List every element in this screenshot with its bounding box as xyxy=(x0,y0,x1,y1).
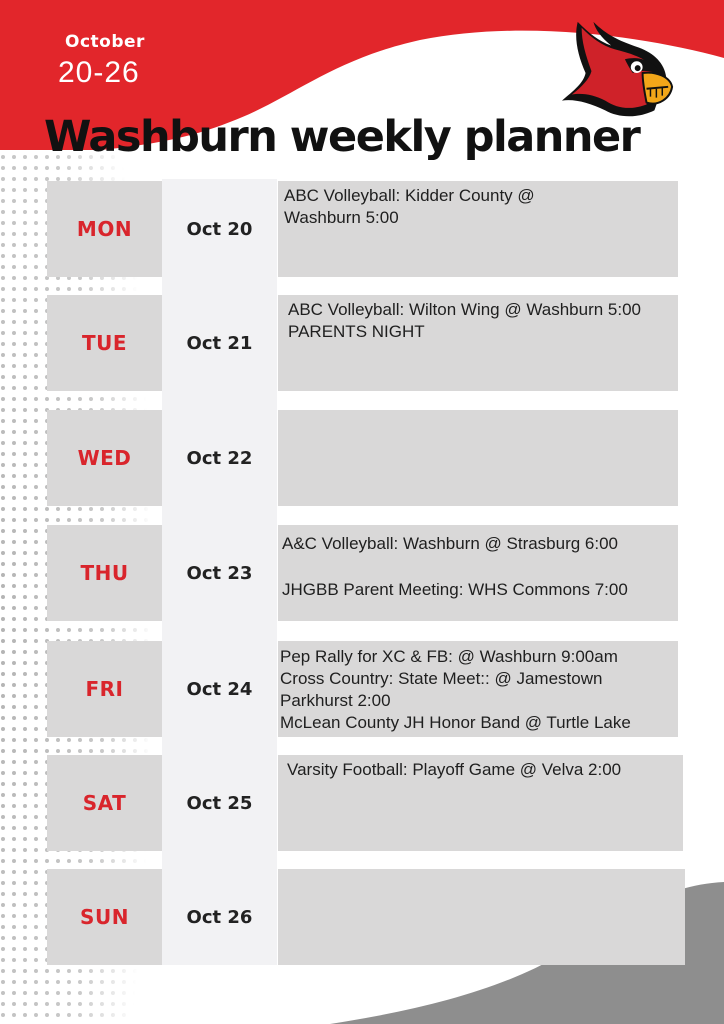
day-label: TUE xyxy=(47,295,162,391)
events-cell xyxy=(278,525,678,621)
day-label: WED xyxy=(47,410,162,506)
month-label: October xyxy=(65,32,145,52)
day-row-sat xyxy=(0,755,724,851)
day-label: MON xyxy=(47,181,162,277)
events-cell xyxy=(278,410,678,506)
day-row-tue xyxy=(0,295,724,391)
day-label: THU xyxy=(47,525,162,621)
day-row-mon xyxy=(0,181,724,277)
event-item: ABC Volleyball: Kidder County @ Washburn 5:00 xyxy=(284,186,535,227)
date-range: 20-26 xyxy=(58,56,140,89)
date-label: Oct 22 xyxy=(186,447,253,469)
day-row-wed xyxy=(0,410,724,506)
event-item: JHGBB Parent Meeting: WHS Commons 7:00 xyxy=(282,580,628,599)
day-label: SAT xyxy=(47,755,162,851)
date-label: Oct 20 xyxy=(186,218,253,240)
event-item: Varsity Football: Playoff Game @ Velva 2:00 xyxy=(287,760,622,779)
events-cell xyxy=(278,181,678,277)
event-item: Cross Country: State Meet:: @ Jamestown Parkhurst 2:00 xyxy=(280,669,603,710)
event-item: Pep Rally for XC & FB: @ Washburn 9:00am xyxy=(280,647,618,666)
day-label: FRI xyxy=(47,641,162,737)
events-cell xyxy=(278,295,678,391)
date-label: Oct 26 xyxy=(186,906,253,928)
events-cell xyxy=(278,869,685,965)
event-item: ABC Volleyball: Wilton Wing @ Washburn 5:00 PARENTS NIGHT xyxy=(288,300,641,341)
cardinal-mascot-icon xyxy=(560,16,678,134)
date-label: Oct 24 xyxy=(186,678,253,700)
page-title: Washburn weekly planner xyxy=(44,112,640,162)
day-row-sun xyxy=(0,869,724,965)
day-row-fri xyxy=(0,641,724,737)
events-cell xyxy=(278,755,683,851)
event-item: A&C Volleyball: Washburn @ Strasburg 6:00 xyxy=(282,534,619,553)
date-label: Oct 21 xyxy=(186,332,253,354)
day-row-thu xyxy=(0,525,724,621)
day-label: SUN xyxy=(47,869,162,965)
date-label: Oct 25 xyxy=(186,792,253,814)
events-cell xyxy=(278,641,678,737)
event-item: McLean County JH Honor Band @ Turtle Lake xyxy=(280,713,631,732)
date-label: Oct 23 xyxy=(186,562,253,584)
